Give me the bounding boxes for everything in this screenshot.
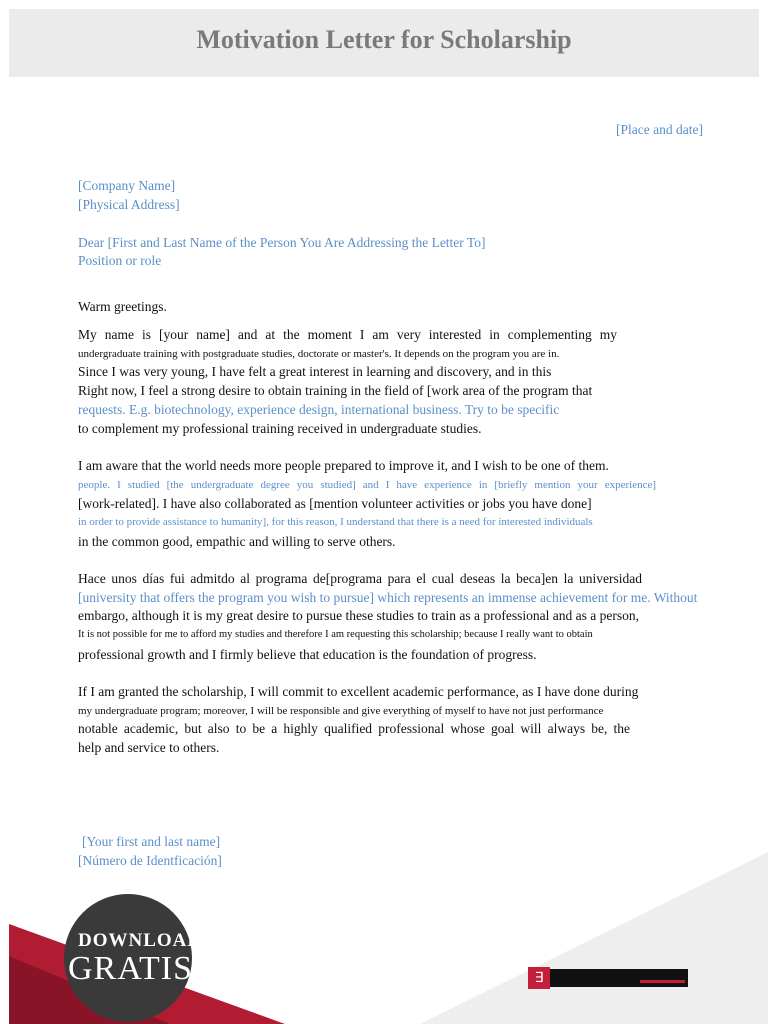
recipient-address: [Physical Address] <box>78 197 180 212</box>
letter-line: Right now, I feel a strong desire to obtain training in the field of [work area of the program that <box>78 383 593 398</box>
letter-line: It is not possible for me to afford my studies and therefore I am requesting this scholarship; because I really want to obtain <box>78 629 593 640</box>
letter-line: notable academic, but also to be a highly qualified professional whose goal will always be, the <box>78 721 630 736</box>
footer-decoration <box>0 820 768 1024</box>
letter-line: [university that offers the program you wish to pursue] which represents an immense achievement for me. Without <box>78 590 698 605</box>
place-and-date: [Place and date] <box>616 122 703 137</box>
letter-line: Since I was very young, I have felt a great interest in learning and discovery, and in this <box>78 364 552 379</box>
letter-line: professional growth and I firmly believe that education is the foundation of progress. <box>78 647 537 662</box>
gratis-label[interactable]: GRATIS <box>68 950 194 987</box>
gray-wedge <box>420 852 768 1024</box>
brand-mark-icon: ∃ <box>528 967 550 989</box>
letter-line: to complement my professional training received in undergraduate studies. <box>78 421 482 436</box>
letter-line: in order to provide assistance to humanity], for this reason, I understand that there is a need for interested individuals <box>78 516 593 528</box>
greeting: Warm greetings. <box>78 299 167 314</box>
letter-line: people. I studied [the undergraduate degree you studied] and I have experience in [briefly mention your experience] <box>78 479 656 491</box>
signature-id: [Número de Identficación] <box>78 853 222 868</box>
letter-line: my undergraduate program; moreover, I will be responsible and give everything of myself to have not just performance <box>78 705 604 717</box>
letter-line: requests. E.g. biotechnology, experience design, international business. Try to be specific <box>78 402 560 417</box>
letter-line: My name is [your name] and at the moment I am very interested in complementing my <box>78 327 617 342</box>
letter-line: help and service to others. <box>78 740 220 755</box>
brand-logo <box>528 967 688 989</box>
letter-line: Hace unos días fui admitdo al programa de[programa para el cual deseas la beca]en la universidad <box>78 571 642 586</box>
letter-line: embargo, although it is my great desire to pursue these studies to train as a professional and as a person, <box>78 608 639 623</box>
signature-name: [Your first and last name] <box>82 834 221 849</box>
brand-underline <box>640 980 685 983</box>
letter-line: undergraduate training with postgraduate studies, doctorate or master's. It depends on the program you are in. <box>78 348 560 360</box>
letter-line: [work-related]. I have also collaborated as [mention volunteer activities or jobs you have done] <box>78 496 592 511</box>
recipient-position: Position or role <box>78 253 162 268</box>
letter-line: If I am granted the scholarship, I will commit to excellent academic performance, as I have done during <box>78 684 639 699</box>
letter-line: in the common good, empathic and willing to serve others. <box>78 534 396 549</box>
salutation: Dear [First and Last Name of the Person You Are Addressing the Letter To] <box>78 235 486 250</box>
brand-wordmark <box>550 969 688 987</box>
document-title: Motivation Letter for Scholarship <box>196 25 572 54</box>
badge-clip <box>192 920 252 990</box>
recipient-company: [Company Name] <box>78 178 176 193</box>
letter-line: I am aware that the world needs more people prepared to improve it, and I wish to be one of them. <box>78 458 609 473</box>
download-label[interactable]: DOWNLOAD <box>78 930 203 951</box>
